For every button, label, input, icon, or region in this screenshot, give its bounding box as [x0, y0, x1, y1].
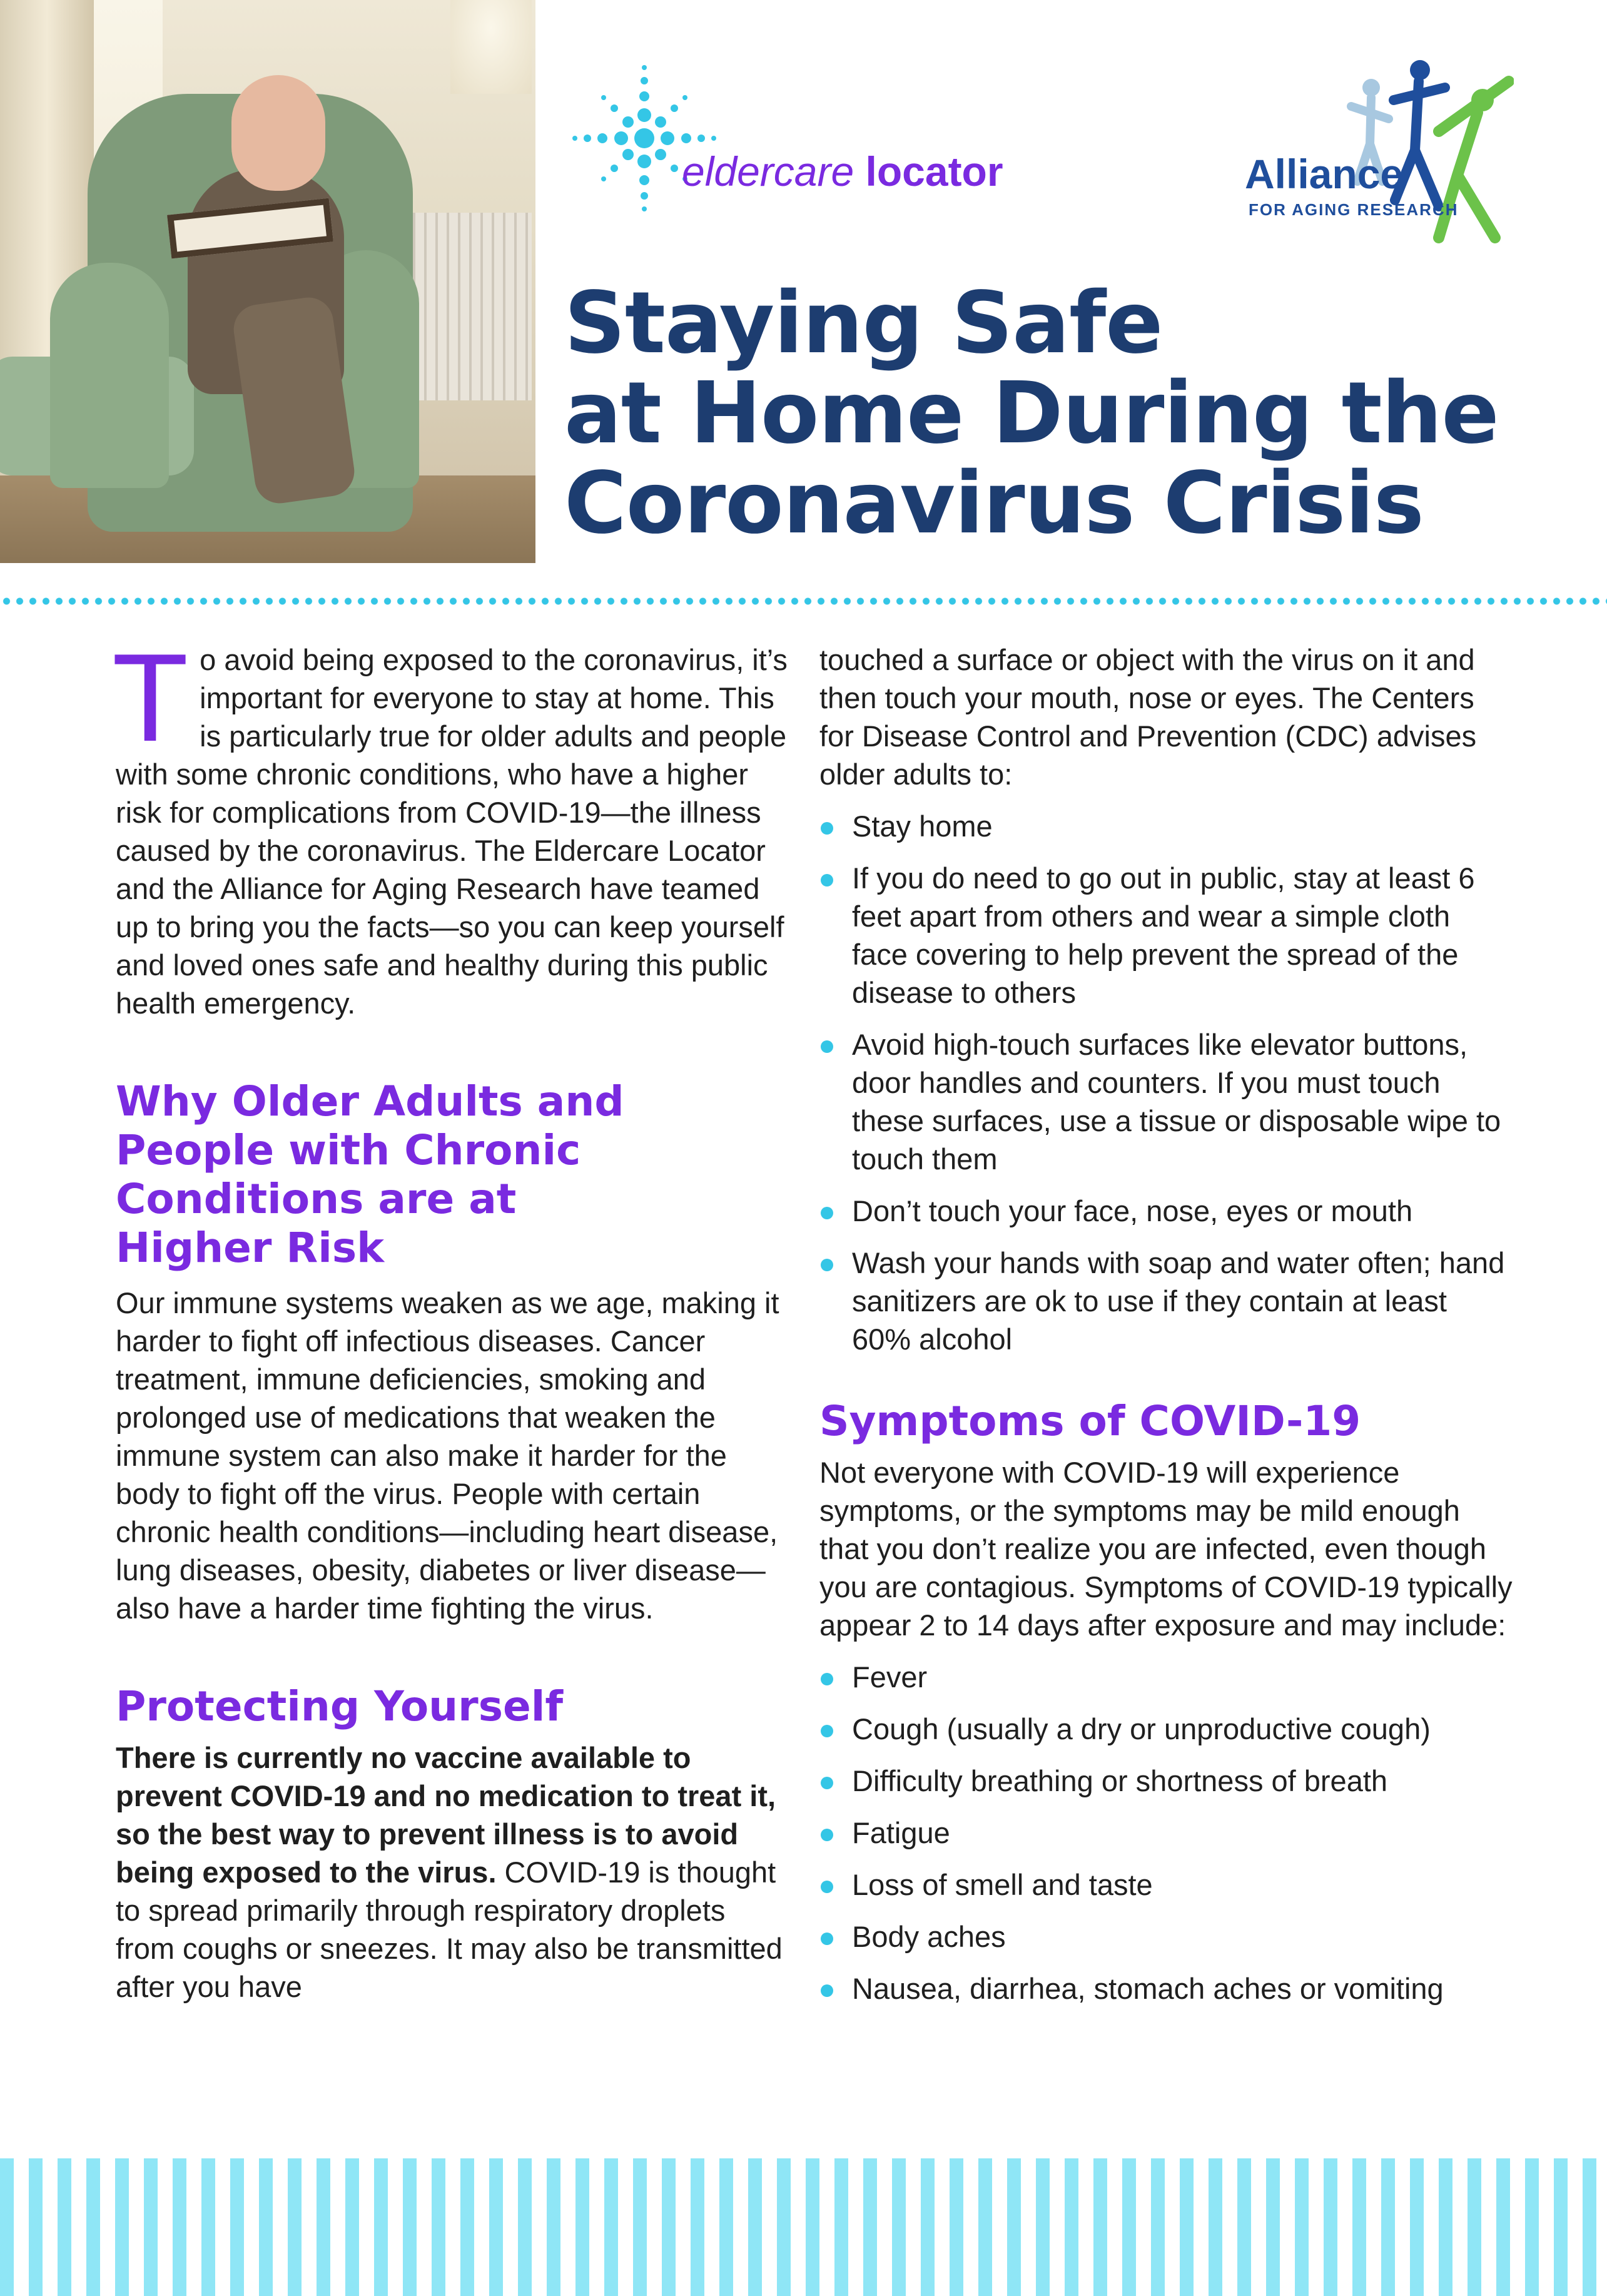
- list-item: [819, 1658, 1514, 1696]
- why-heading-line: People with Chronic: [116, 1126, 581, 1174]
- list-item: [819, 1866, 1514, 1904]
- list-item-text: Fatigue: [852, 1816, 950, 1849]
- bullet-dot-icon: [821, 1984, 833, 1997]
- symptoms-list: [819, 1658, 1514, 2008]
- bullet-dot-icon: [821, 1673, 833, 1685]
- list-item: [819, 1918, 1514, 1956]
- bullet-dot-icon: [821, 1725, 833, 1737]
- alliance-logo: [1245, 56, 1526, 257]
- intro-text: o avoid being exposed to the coronavirus, it’s important for everyone to stay at home. This is particularly true for older adults and people with some chronic conditions, who have a higher risk for complications from COVID-19—the illness caused by the coronavirus. The Eldercare Locator and the Alliance for Aging Research have teamed up to bring you the facts—so you can keep yourself and loved ones safe and healthy during this public health emergency.: [116, 643, 788, 1020]
- list-item-text: Body aches: [852, 1920, 1006, 1953]
- list-item-text: Avoid high-touch surfaces like elevator buttons, door handles and counters. If you must touch these surfaces, use a tissue or disposable wipe to touch them: [852, 1028, 1501, 1176]
- why-body: Our immune systems weaken as we age, making it harder to fight off infectious diseases. Cancer treatment, immune deficiencies, smoking and prolonged use of medications that weaken the immune system can also make it harder for the body to fight off the virus. People with certain chronic health conditions—including heart disease, lung diseases, obesity, diabetes or liver disease—also have a harder time fighting the virus.: [116, 1286, 779, 1625]
- why-heading-line: Why Older Adults and: [116, 1077, 624, 1125]
- protecting-heading: Protecting Yourself: [116, 1682, 564, 1730]
- page-title: [564, 274, 1540, 553]
- title-line: Coronavirus Crisis: [564, 454, 1424, 553]
- list-item: [819, 1192, 1514, 1230]
- list-item: [819, 1762, 1514, 1800]
- protecting-body-start: COVID-19 is thought to spread primarily through respiratory droplets from coughs or sneezes. It may also be transmitted after you have: [116, 1856, 783, 2003]
- eldercare-word: eldercare: [682, 148, 854, 195]
- list-item: [819, 1025, 1514, 1178]
- locator-word: locator: [865, 148, 1003, 195]
- list-item: [819, 807, 1514, 845]
- list-item: [819, 1244, 1514, 1358]
- why-heading-line: Higher Risk: [116, 1224, 384, 1272]
- bullet-dot-icon: [821, 1881, 833, 1893]
- symptoms-body: Not everyone with COVID-19 will experience symptoms, or the symptoms may be mild enough that you don’t realize you are infected, even though you are contagious. Symptoms of COVID-19 typically appear 2 to 14 days after exposure and may include:: [819, 1456, 1513, 1642]
- eldercare-locator-logo: [563, 60, 1038, 216]
- alliance-name: Alliance: [1245, 151, 1404, 197]
- list-item: [819, 1710, 1514, 1748]
- list-item: [819, 1969, 1514, 2008]
- list-item: [819, 1814, 1514, 1852]
- intro-paragraph: [112, 628, 791, 1022]
- bullet-dot-icon: [821, 1259, 833, 1271]
- bullet-dot-icon: [821, 1829, 833, 1841]
- right-column: [819, 641, 1514, 2021]
- drop-cap: T: [112, 628, 189, 768]
- dotted-divider: [0, 597, 1607, 606]
- cdc-advice-list: [819, 807, 1514, 1358]
- list-item-text: Nausea, diarrhea, stomach aches or vomiting: [852, 1972, 1444, 2005]
- bullet-dot-icon: [821, 874, 833, 886]
- symptoms-heading: Symptoms of COVID-19: [819, 1397, 1361, 1445]
- bullet-dot-icon: [821, 1207, 833, 1219]
- list-item-text: Cough (usually a dry or unproductive cough): [852, 1712, 1431, 1745]
- list-item-text: Fever: [852, 1660, 928, 1694]
- armchair-left-arm: [50, 263, 169, 488]
- bullet-dot-icon: [821, 1933, 833, 1945]
- bullet-dot-icon: [821, 1777, 833, 1789]
- protecting-bold-lead: There is currently no vaccine available to prevent COVID-19 and no medication to treat it, so the best way to prevent illness is to avoid being exposed to the virus.: [116, 1741, 776, 1889]
- list-item-text: Difficulty breathing or shortness of breath: [852, 1764, 1388, 1797]
- why-heading-line: Conditions are at: [116, 1175, 517, 1223]
- protecting-body-continued: touched a surface or object with the virus on it and then touch your mouth, nose or eyes. The Centers for Disease Control and Prevention (CDC) advises older adults to:: [819, 643, 1477, 791]
- bullet-dot-icon: [821, 1040, 833, 1053]
- title-line: Staying Safe: [564, 274, 1163, 373]
- why-heading: [116, 1077, 791, 1272]
- striped-footer-band: [0, 2158, 1607, 2296]
- hero-photo: [0, 0, 535, 563]
- list-item-text: Loss of smell and taste: [852, 1868, 1153, 1901]
- bullet-dot-icon: [821, 822, 833, 835]
- lamp: [450, 0, 532, 94]
- man-head: [231, 75, 325, 191]
- list-item: [819, 859, 1514, 1012]
- list-item-text: Stay home: [852, 810, 993, 843]
- protecting-body: [116, 1739, 791, 2006]
- list-item-text: Wash your hands with soap and water often; hand sanitizers are ok to use if they contain at least 60% alcohol: [852, 1246, 1505, 1356]
- title-line: at Home During the: [564, 364, 1499, 463]
- alliance-tagline: FOR AGING RESEARCH: [1249, 200, 1459, 219]
- eldercare-wordmark: [682, 148, 1003, 195]
- list-item-text: Don’t touch your face, nose, eyes or mouth: [852, 1194, 1413, 1227]
- list-item-text: If you do need to go out in public, stay at least 6 feet apart from others and wear a simple cloth face covering to help prevent the spread of the disease to others: [852, 861, 1475, 1009]
- left-column: [112, 628, 791, 2006]
